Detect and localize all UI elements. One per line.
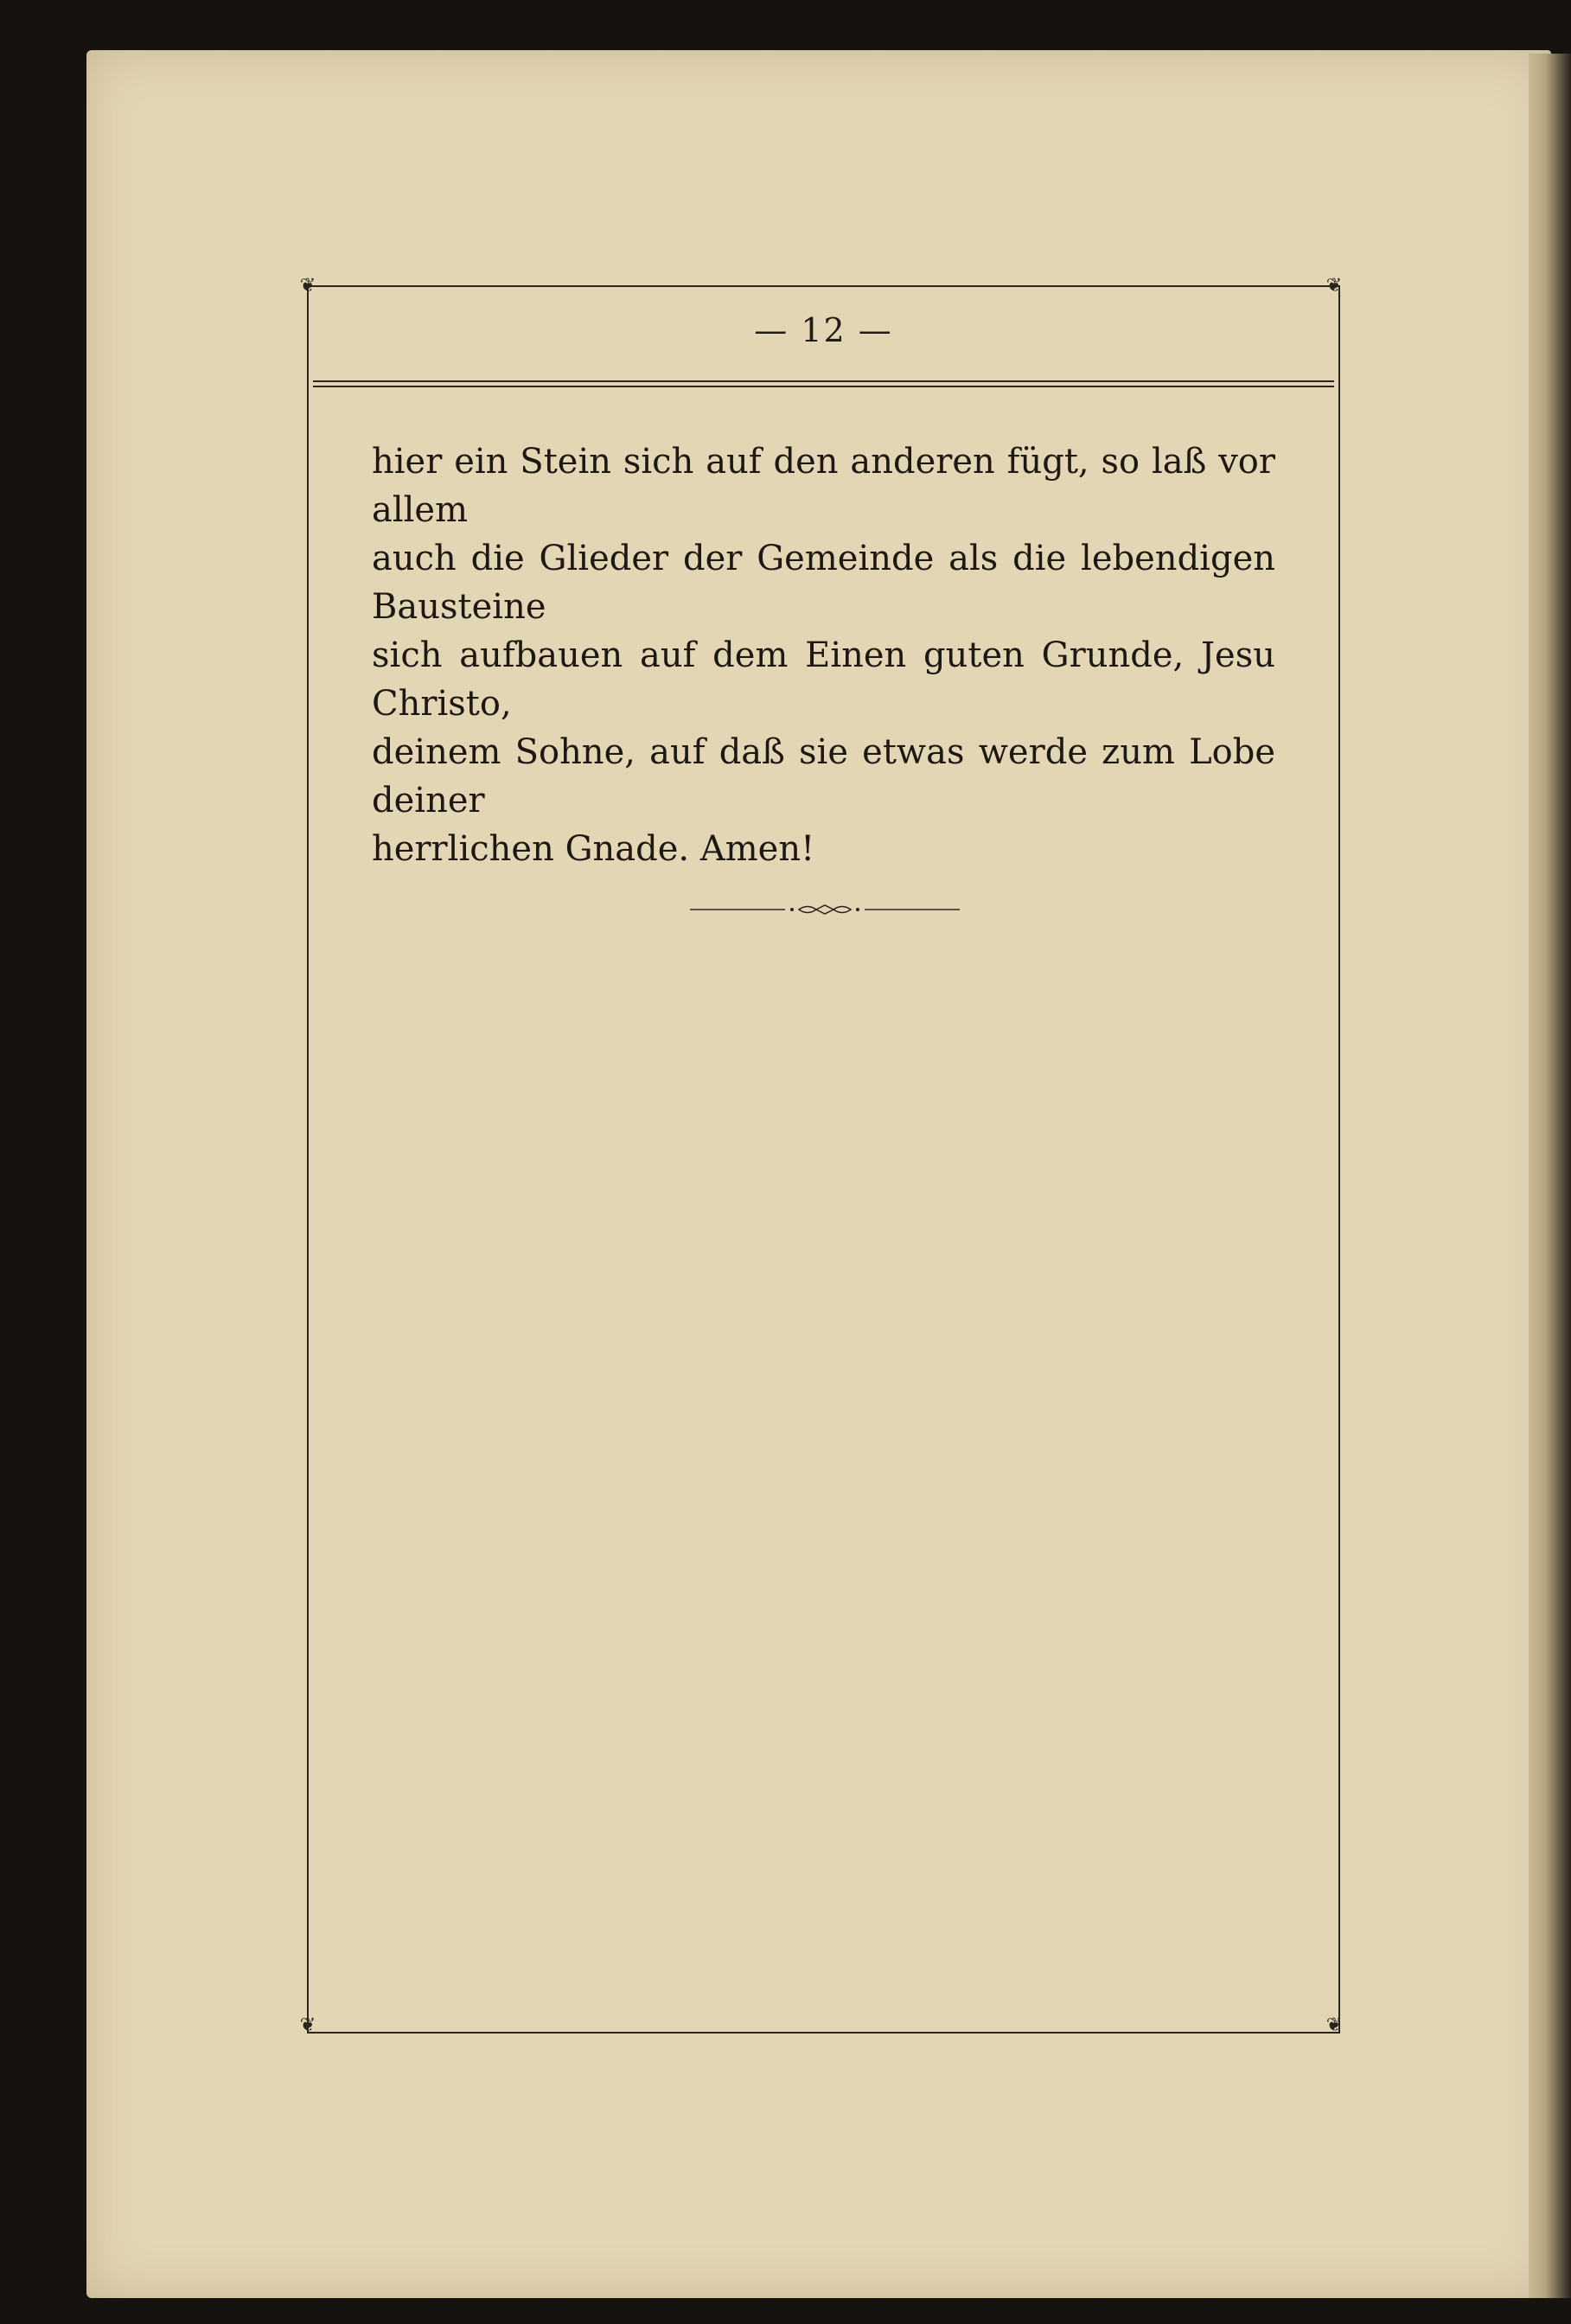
fleuron-corner-icon: ❦ xyxy=(1325,275,1343,297)
fleuron-corner-icon: ❦ xyxy=(299,2014,316,2036)
page-edge xyxy=(1529,54,1571,2298)
page-number: — 12 — xyxy=(754,311,893,349)
text-line: hier ein Stein sich auf den anderen fügt, so laß vor allem xyxy=(372,442,1275,530)
text-line: auch die Glieder der Gemeinde als die lebendigen Bausteine xyxy=(372,539,1275,627)
ornamental-rule-icon xyxy=(690,903,960,916)
fleuron-corner-icon: ❦ xyxy=(1325,2014,1343,2036)
header-double-rule xyxy=(313,380,1334,387)
fleuron-corner-icon: ❦ xyxy=(299,275,316,297)
body-paragraph xyxy=(372,437,1275,873)
text-line: herrlichen Gnade. Amen! xyxy=(372,829,815,869)
text-line: sich aufbauen auf dem Einen guten Grunde, Jesu Christo, xyxy=(372,635,1275,724)
text-line: deinem Sohne, auf daß sie etwas werde zum Lobe deiner xyxy=(372,732,1275,820)
